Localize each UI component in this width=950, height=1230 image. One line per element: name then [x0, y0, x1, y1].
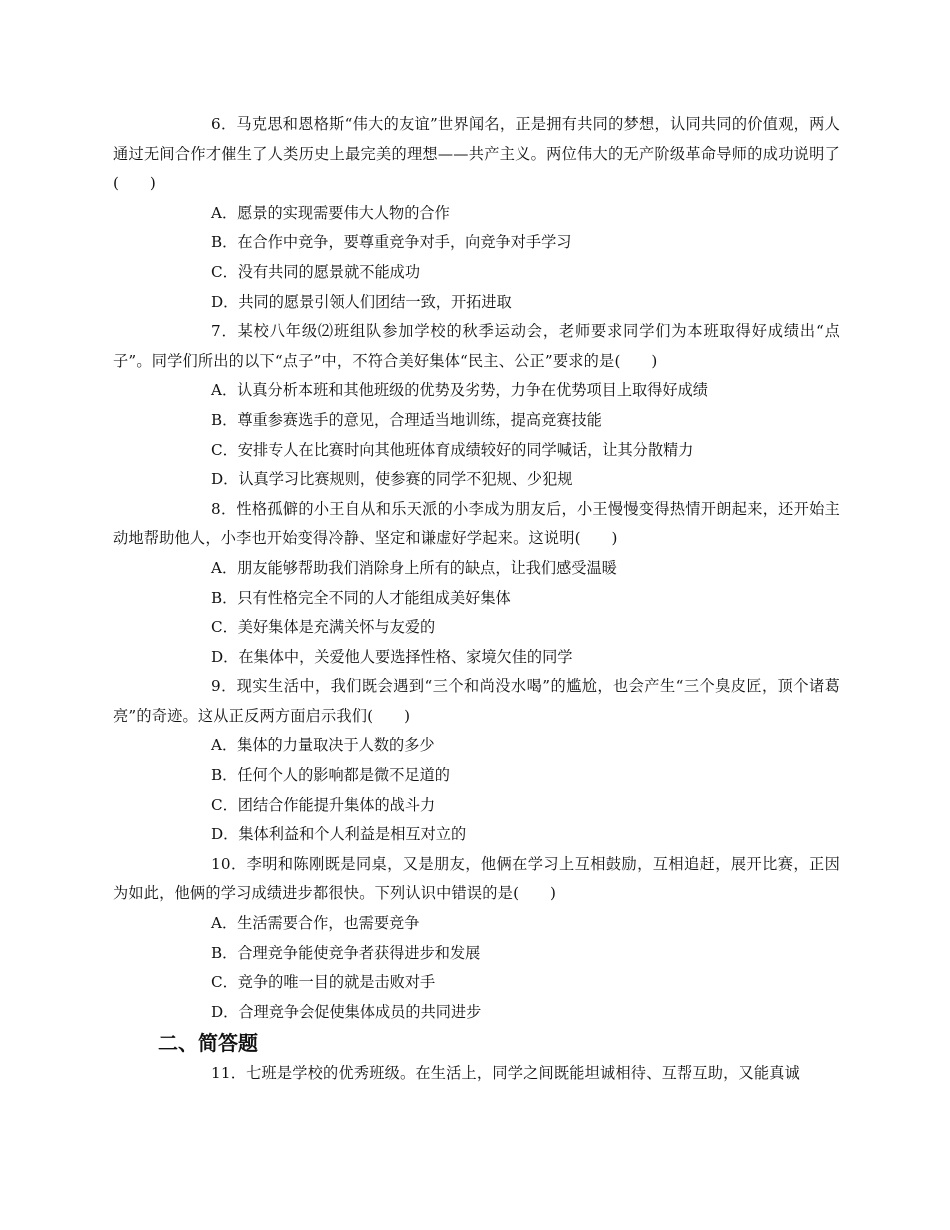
- option-list: [113, 376, 840, 494]
- option-list: [113, 554, 840, 672]
- question-stem: 8．性格孤僻的小王自从和乐天派的小李成为朋友后，小王慢慢变得热情开朗起来，还开始主动地帮助他人，小李也开始变得冷静、坚定和谦虚好学起来。这说明( ): [113, 499, 840, 548]
- question-stem: 7．某校八年级⑵班组队参加学校的秋季运动会，老师要求同学们为本班取得好成绩出“点子”。同学们所出的以下“点子”中，不符合美好集体“民主、公正”要求的是( ): [113, 322, 840, 370]
- option-a: A．愿景的实现需要伟大人物的合作: [211, 203, 450, 222]
- option-list: [113, 909, 840, 1027]
- option-b: B．任何个人的影响都是微不足道的: [211, 766, 450, 785]
- question-stem: 11．七班是学校的优秀班级。在生活上，同学之间既能坦诚相待、互帮互助，又能真诚: [211, 1064, 801, 1083]
- question-stem: 9．现实生活中，我们既会遇到“三个和尚没水喝”的尴尬，也会产生“三个臭皮匠，顶个诸葛亮”的奇迹。这从正反两方面启示我们( ): [113, 677, 840, 725]
- option-d: D．共同的愿景引领人们团结一致，开拓进取: [211, 292, 512, 311]
- question-stem: 10．李明和陈刚既是同桌，又是朋友，他俩在学习上互相鼓励，互相追赶，展开比赛，正因为如此，他俩的学习成绩进步都很快。下列认识中错误的是( ): [113, 854, 840, 903]
- option-b: B．只有性格完全不同的人才能组成美好集体: [211, 588, 511, 607]
- option-b: B．尊重参赛选手的意见，合理适当地训练，提高竞赛技能: [211, 410, 602, 429]
- option-a: A．朋友能够帮助我们消除身上所有的缺点，让我们感受温暖: [211, 558, 617, 577]
- option-c: C．没有共同的愿景就不能成功: [211, 262, 421, 281]
- option-a: A．认真分析本班和其他班级的优势及劣势，力争在优势项目上取得好成绩: [211, 381, 708, 400]
- option-c: C．团结合作能提升集体的战斗力: [211, 795, 436, 814]
- option-list: [113, 199, 840, 317]
- option-b: B．合理竞争能使竞争者获得进步和发展: [211, 943, 481, 962]
- option-c: C．美好集体是充满关怀与友爱的: [211, 618, 436, 637]
- question-8: [113, 495, 840, 673]
- option-b: B．在合作中竞争，要尊重竞争对手，向竞争对手学习: [211, 233, 572, 252]
- question-11: [113, 1059, 840, 1089]
- option-d: D．集体利益和个人利益是相互对立的: [211, 825, 467, 844]
- section-heading: 二、简答题: [158, 1031, 258, 1056]
- question-9: [113, 672, 840, 850]
- page-content: [113, 110, 840, 1089]
- option-d: D．认真学习比赛规则，使参赛的同学不犯规、少犯规: [211, 470, 573, 489]
- option-c: C．竞争的唯一目的就是击败对手: [211, 973, 436, 992]
- option-a: A．生活需要合作，也需要竞争: [211, 914, 420, 933]
- question-10: [113, 850, 840, 1028]
- question-6: [113, 110, 840, 317]
- option-list: [113, 731, 840, 849]
- question-7: [113, 317, 840, 495]
- option-d: D．在集体中，关爱他人要选择性格、家境欠佳的同学: [211, 647, 573, 666]
- option-a: A．集体的力量取决于人数的多少: [211, 736, 435, 755]
- question-stem: 6．马克思和恩格斯“伟大的友谊”世界闻名，正是拥有共同的梦想，认同共同的价值观，两人通过无间合作才催生了人类历史上最完美的理想——共产主义。两位伟大的无产阶级革命导师的成功说明了( ): [113, 115, 840, 193]
- option-d: D．合理竞争会促使集体成员的共同进步: [211, 1002, 482, 1021]
- option-c: C．安排专人在比赛时向其他班体育成绩较好的同学喊话，让其分散精力: [211, 440, 694, 459]
